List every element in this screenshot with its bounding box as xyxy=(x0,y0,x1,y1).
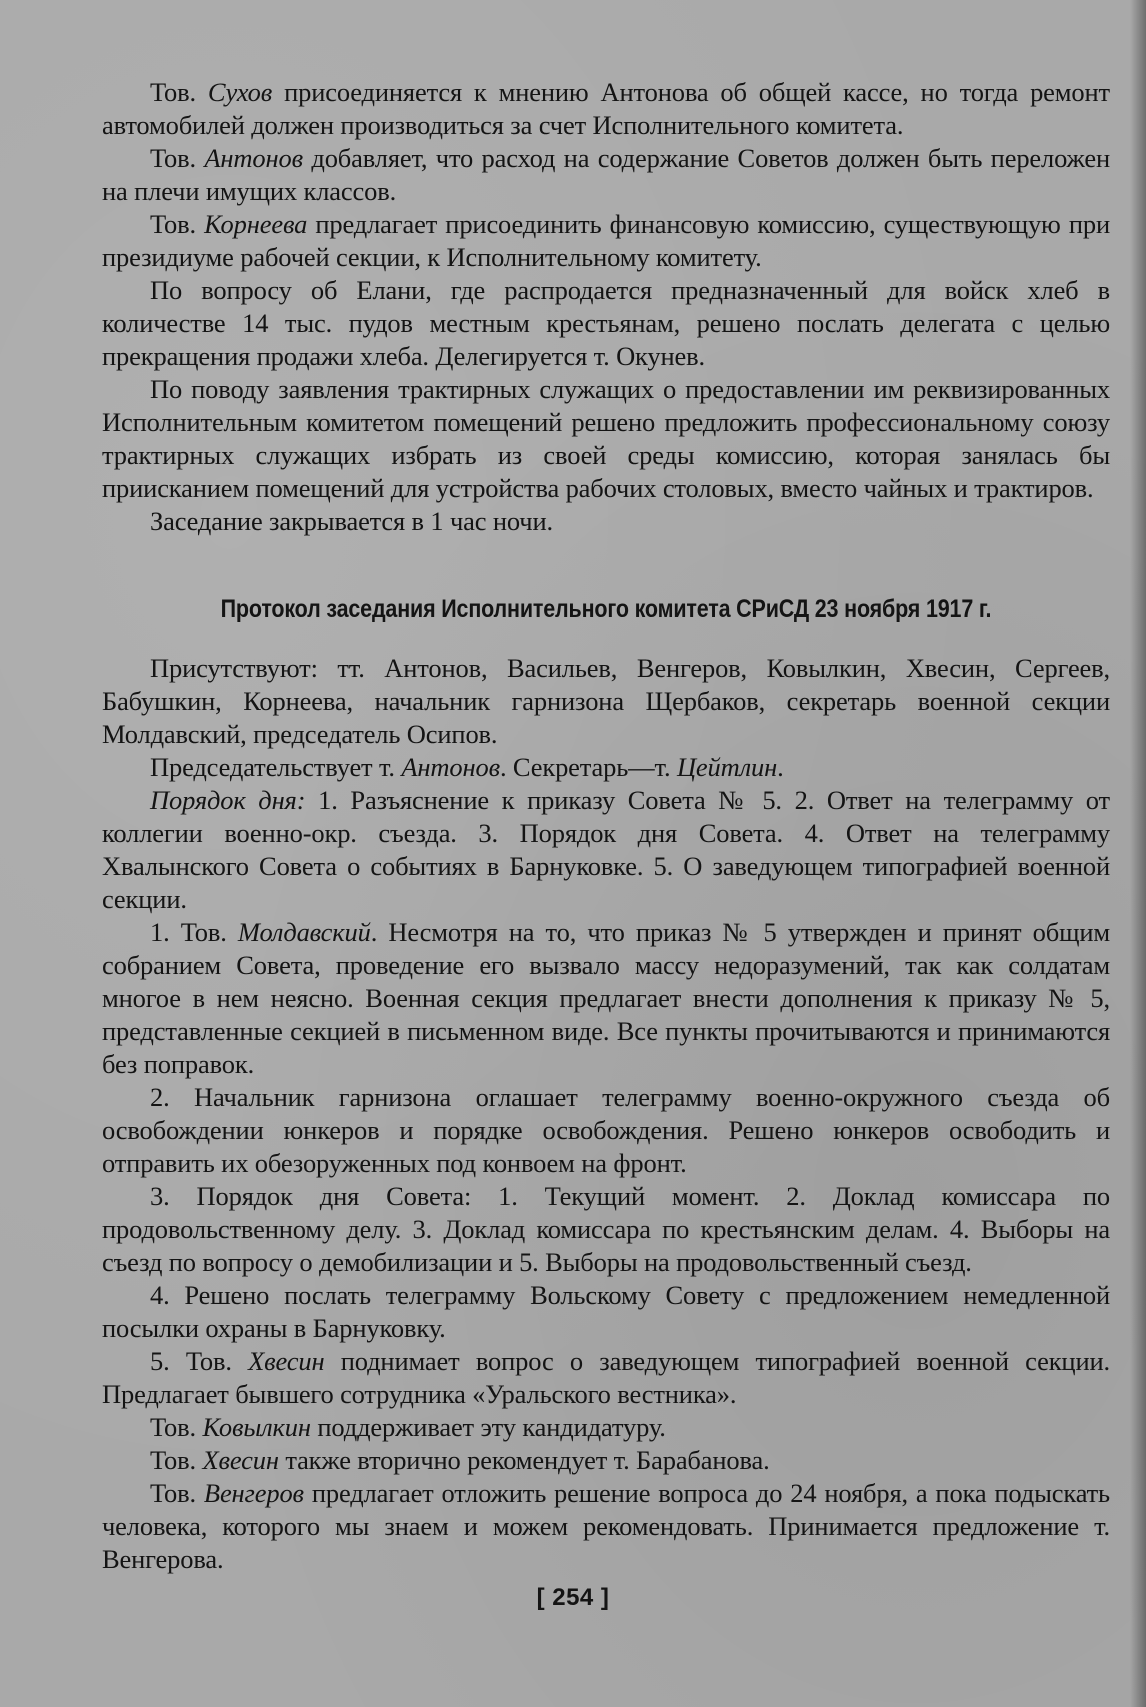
paragraph-agenda xyxy=(102,784,1110,916)
protocol-heading: Протокол заседания Исполнительного комитета СРиСД 23 ноября 1917 г. xyxy=(220,595,992,623)
paragraph-kovylkin xyxy=(102,1411,1110,1444)
person-name: Венгеров xyxy=(203,1478,304,1508)
paragraph-text: также вторично рекомендует т. Барабанова. xyxy=(278,1445,770,1475)
person-name: Сухов xyxy=(207,77,273,107)
chair-name: Антонов xyxy=(401,752,500,782)
paragraph-prefix: Тов. xyxy=(150,1412,203,1442)
paragraph-prefix: 1. Тов. xyxy=(150,917,238,947)
paragraph-item-3: 3. Порядок дня Совета: 1. Текущий момент. 2. Доклад комиссара по продовольственному делу. 3. Доклад комиссара по крестьянским делам. 4. Выборы на съезд по вопросу о демобилизации и 5. Выборы на продовольственный съезд. xyxy=(102,1181,1110,1277)
paragraph-item-1 xyxy=(102,916,1110,1081)
secretary-name: Цейтлин xyxy=(676,752,778,782)
person-name: Ковылкин xyxy=(202,1412,311,1442)
paragraph-antonov xyxy=(102,142,1110,208)
paragraph-vengerov xyxy=(102,1477,1110,1576)
paragraph-item-2: 2. Начальник гарнизона оглашает телеграмму военно-окружного съезда об освобождении юнкеров и порядке освобождения. Решено юнкеров освободить и отправить их обезоруженных под конвоем на фронт. xyxy=(102,1082,1110,1178)
agenda-label: Порядок дня: xyxy=(150,785,306,815)
paragraph-korneeva xyxy=(102,208,1110,274)
paragraph-prefix: 5. Тов. xyxy=(150,1346,249,1376)
chair-prefix: Председательствует т. xyxy=(150,752,402,782)
paragraph-prefix: Тов. xyxy=(150,1478,204,1508)
paragraph-tavern-workers: По поводу заявления трактирных служащих о предоставлении им реквизированных Исполнительным комитетом помещений решено предложить профессиональному союзу трактирных служащих избрать из своей среды комиссию, которая занялась бы приисканием помещений для устройства рабочих столовых, вместо чайных и трактиров. xyxy=(102,374,1110,503)
paragraph-text: . Несмотря на то, что приказ № 5 утвержден и принят общим собранием Совета, проведение его вызвало массу недоразумений, так как солдатам многое в нем неясно. Военная секция предлагает внести дополнения к приказу № 5, представленные секцией в письменном виде. Все пункты прочитываются и принимаются без поправок. xyxy=(102,917,1110,1079)
paragraph-item-4: 4. Решено послать телеграмму Вольскому Совету с предложением немедленной посылки охраны в Барнуковку. xyxy=(102,1280,1110,1343)
person-name: Хвесин xyxy=(248,1346,325,1376)
secretary-prefix: . Секретарь—т. xyxy=(499,752,677,782)
paragraph-khvesin xyxy=(102,1444,1110,1477)
page-number: [ 254 ] xyxy=(536,1584,610,1611)
paragraph-text: предлагает отложить решение вопроса до 24 ноября, а пока подыскать человека, которого мы знаем и можем рекомендовать. Принимается предложение т. Венгерова. xyxy=(102,1478,1110,1574)
section-spacer xyxy=(102,538,1110,574)
person-name: Хвесин xyxy=(202,1445,279,1475)
paragraph-prefix: Тов. xyxy=(150,209,205,239)
paragraph-chair xyxy=(102,751,1110,784)
agenda-text: 1. Разъяснение к приказу Совета № 5. 2. Ответ на телеграмму от коллегии военно-окр. съезда. 3. Порядок дня Совета. 4. Ответ на телеграмму Хвалынского Совета о событиях в Барнуковке. 5. О заведующем типографией военной секции. xyxy=(102,785,1110,914)
paragraph-session-closed: Заседание закрывается в 1 час ночи. xyxy=(150,506,553,536)
paragraph-text: поднимает вопрос о заведующем типографией военной секции. Предлагает бывшего сотрудника «Уральского вестника». xyxy=(102,1346,1110,1409)
person-name: Антонов xyxy=(204,143,303,173)
paragraph-sukhov xyxy=(102,76,1110,142)
paragraph-text: предлагает присоединить финансовую комиссию, существующую при президиуме рабочей секции, к Исполнительному комитету. xyxy=(102,209,1110,272)
paragraph-text: поддерживает эту кандидатуру. xyxy=(310,1412,666,1442)
paragraph-text: добавляет, что расход на содержание Советов должен быть переложен на плечи имущих классов. xyxy=(102,143,1110,206)
paragraph-prefix: Тов. xyxy=(150,1445,203,1475)
chair-end: . xyxy=(777,752,784,782)
person-name: Корнеева xyxy=(204,209,308,239)
paragraph-present: Присутствуют: тт. Антонов, Васильев, Венгеров, Ковылкин, Хвесин, Сергеев, Бабушкин, Корнеева, начальник гарнизона Щербаков, секретарь военной секции Молдавский, председатель Осипов. xyxy=(102,653,1110,749)
paragraph-prefix: Тов. xyxy=(150,77,208,107)
paragraph-item-5 xyxy=(102,1345,1110,1411)
person-name: Молдавский xyxy=(237,917,371,947)
paragraph-prefix: Тов. xyxy=(150,143,205,173)
paragraph-text: присоединяется к мнению Антонова об общей кассе, но тогда ремонт автомобилей должен производиться за счет Исполнительного комитета. xyxy=(102,77,1110,140)
paragraph-elan: По вопросу об Елани, где распродается предназначенный для войск хлеб в количестве 14 тыс. пудов местным крестьянам, решено послать делегата с целью прекращения продажи хлеба. Делегируется т. Окунев. xyxy=(102,275,1110,371)
